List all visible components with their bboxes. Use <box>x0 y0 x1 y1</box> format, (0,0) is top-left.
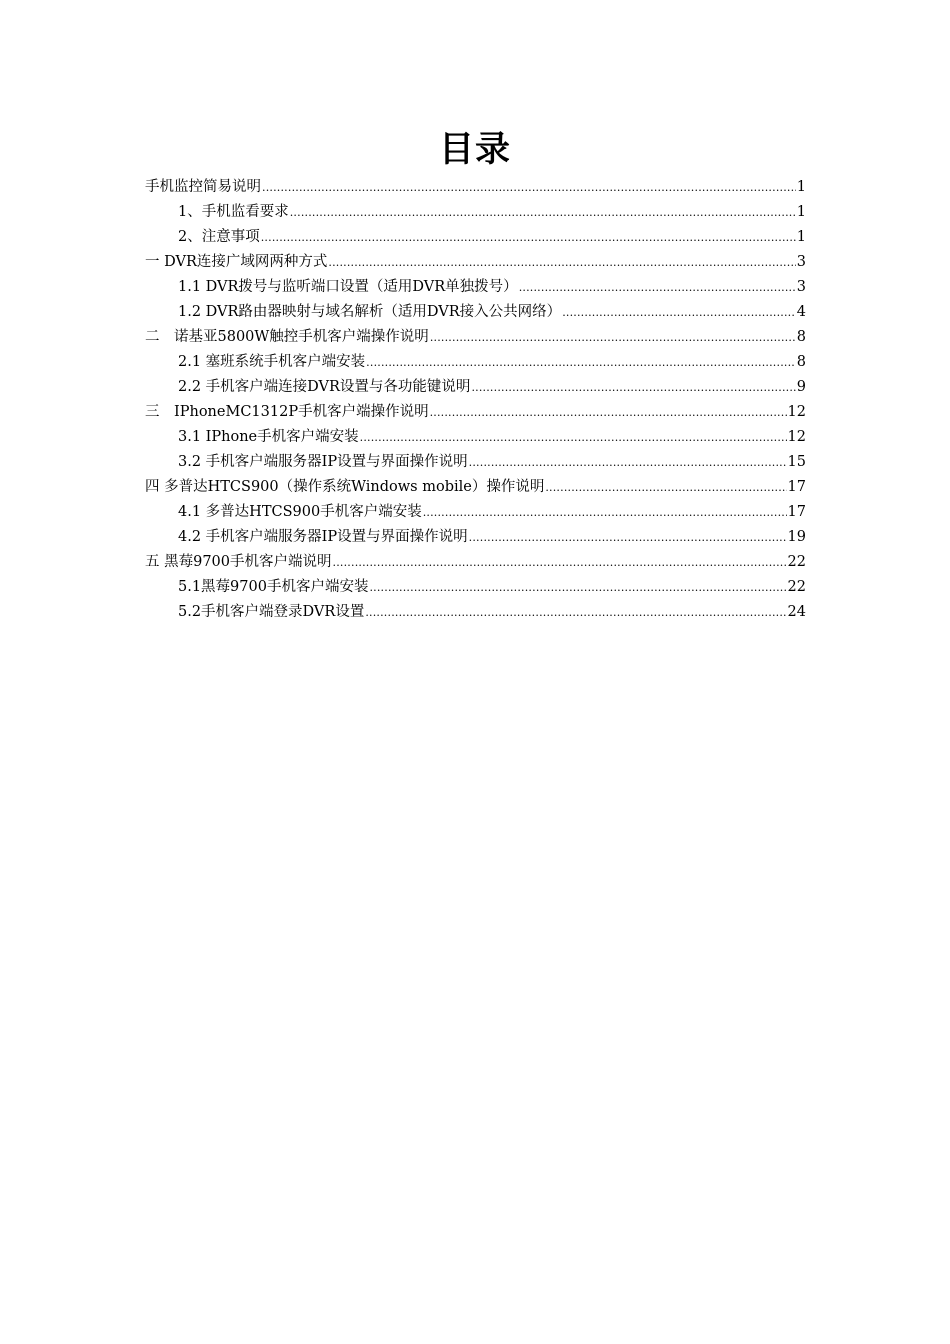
toc-dot-leader <box>519 275 796 300</box>
toc-entry-label: 五 黑莓9700手机客户端说明 <box>145 554 332 570</box>
toc-entry-label: 四 多普达HTCS900（操作系统Windows mobile）操作说明 <box>145 479 545 495</box>
toc-entry-page-number: 12 <box>787 404 806 420</box>
toc-entry-label: 5.1黑莓9700手机客户端安装 <box>178 579 369 595</box>
toc-entry-page-number: 24 <box>787 604 806 620</box>
toc-entry-page-number: 12 <box>787 429 806 445</box>
toc-entry-page-number: 19 <box>787 529 806 545</box>
toc-entry-label: 1.1 DVR拨号与监听端口设置（适用DVR单独拨号） <box>178 279 518 295</box>
toc-entry-label: 1.2 DVR路由器映射与域名解析（适用DVR接入公共网络） <box>178 304 562 320</box>
toc-entry-label: 3.2 手机客户端服务器IP设置与界面操作说明 <box>178 454 468 470</box>
toc-entry-label: 二 诺基亚5800W触控手机客户端操作说明 <box>145 329 429 345</box>
toc-entry[interactable] <box>145 500 806 525</box>
toc-entry-page-number: 3 <box>796 254 806 270</box>
toc-dot-leader <box>369 575 786 600</box>
toc-dot-leader <box>423 500 787 525</box>
toc-dot-leader <box>430 325 796 350</box>
toc-entry[interactable] <box>145 200 806 225</box>
toc-entry-label: 三 IPhoneMC1312P手机客户端操作说明 <box>145 404 429 420</box>
toc-dot-leader <box>261 225 796 250</box>
toc-dot-leader <box>328 250 795 275</box>
toc-dot-leader <box>290 200 796 225</box>
toc-title: 目录 <box>438 130 511 170</box>
toc-entry[interactable] <box>145 275 806 300</box>
toc-entry[interactable] <box>145 250 806 275</box>
toc-entry[interactable] <box>145 450 806 475</box>
toc-entry-page-number: 1 <box>796 204 806 220</box>
toc-entry-label: 4.2 手机客户端服务器IP设置与界面操作说明 <box>178 529 468 545</box>
toc-entry-page-number: 8 <box>796 329 806 345</box>
toc-entry-label: 5.2手机客户端登录DVR设置 <box>178 604 365 620</box>
toc-entry-page-number: 1 <box>796 179 806 195</box>
toc-entry-page-number: 8 <box>796 354 806 370</box>
toc-dot-leader <box>262 175 796 200</box>
toc-entry[interactable] <box>145 325 806 350</box>
toc-entry[interactable] <box>145 350 806 375</box>
toc-entry[interactable] <box>145 425 806 450</box>
toc-dot-leader <box>333 550 787 575</box>
table-of-contents <box>145 175 806 625</box>
toc-entry-page-number: 4 <box>796 304 806 320</box>
toc-dot-leader <box>469 450 787 475</box>
toc-entry-page-number: 9 <box>796 379 806 395</box>
toc-entry[interactable] <box>145 475 806 500</box>
toc-entry[interactable] <box>145 525 806 550</box>
toc-entry[interactable] <box>145 375 806 400</box>
toc-dot-leader <box>430 400 787 425</box>
toc-entry-page-number: 22 <box>787 579 806 595</box>
toc-entry-label: 3.1 IPhone手机客户端安装 <box>178 429 359 445</box>
toc-entry[interactable] <box>145 600 806 625</box>
toc-entry[interactable] <box>145 300 806 325</box>
toc-entry-page-number: 3 <box>796 279 806 295</box>
toc-entry-page-number: 15 <box>787 454 806 470</box>
toc-dot-leader <box>366 350 796 375</box>
toc-entry-label: 手机监控简易说明 <box>145 179 261 195</box>
toc-entry-label: 一 DVR连接广域网两种方式 <box>145 254 328 270</box>
toc-entry-page-number: 17 <box>787 504 806 520</box>
toc-dot-leader <box>365 600 786 625</box>
toc-entry-label: 2.2 手机客户端连接DVR设置与各功能键说明 <box>178 379 471 395</box>
toc-entry-page-number: 1 <box>796 229 806 245</box>
toc-dot-leader <box>545 475 786 500</box>
toc-dot-leader <box>469 525 787 550</box>
toc-entry[interactable] <box>145 575 806 600</box>
toc-entry-label: 2、注意事项 <box>178 229 260 245</box>
toc-entry-page-number: 22 <box>787 554 806 570</box>
toc-dot-leader <box>360 425 787 450</box>
toc-entry-page-number: 17 <box>787 479 806 495</box>
toc-dot-leader <box>562 300 796 325</box>
toc-dot-leader <box>471 375 795 400</box>
toc-entry-label: 2.1 塞班系统手机客户端安装 <box>178 354 366 370</box>
toc-entry-label: 1、手机监看要求 <box>178 204 289 220</box>
toc-entry[interactable] <box>145 550 806 575</box>
toc-entry-label: 4.1 多普达HTCS900手机客户端安装 <box>178 504 422 520</box>
toc-entry[interactable] <box>145 225 806 250</box>
toc-entry[interactable] <box>145 400 806 425</box>
toc-entry[interactable] <box>145 175 806 200</box>
